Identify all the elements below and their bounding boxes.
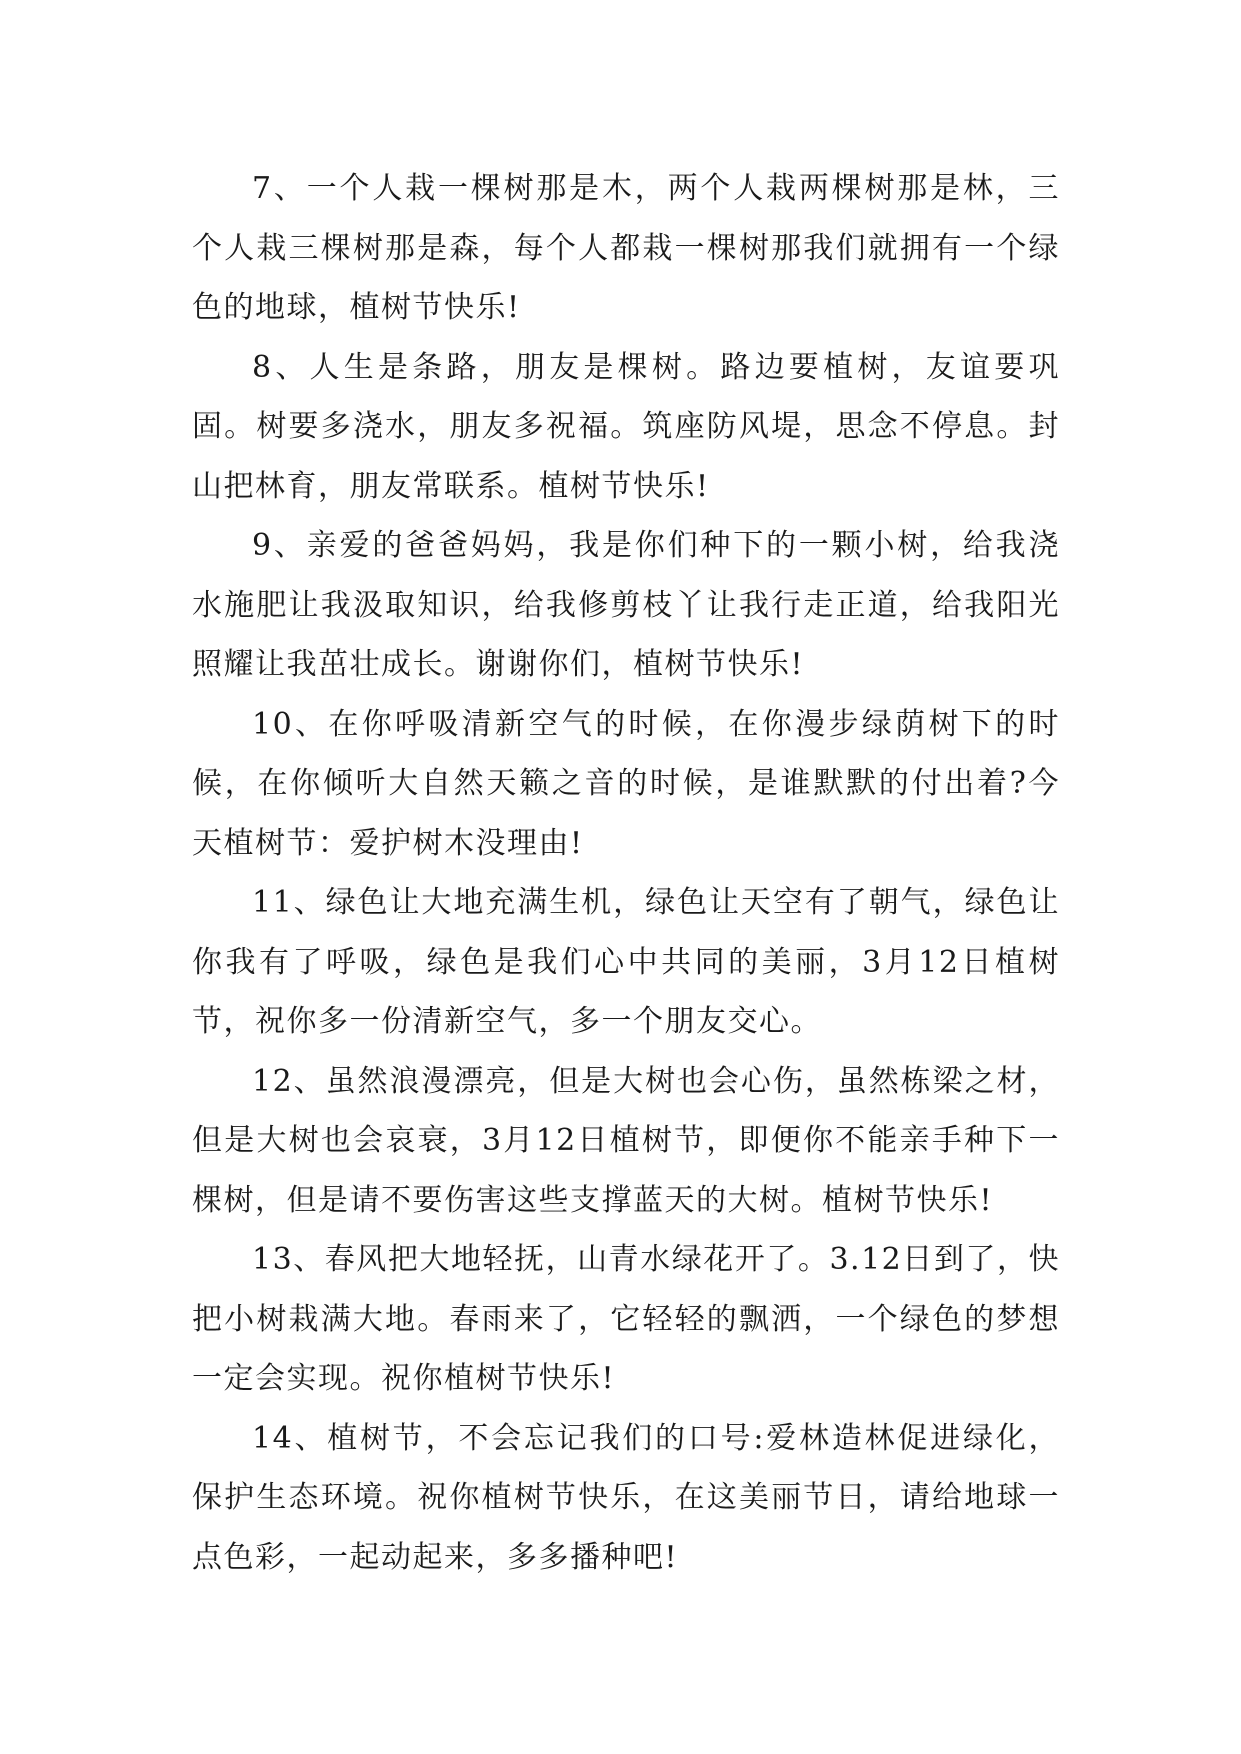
paragraph-10: 10、在你呼吸清新空气的时候，在你漫步绿荫树下的时候，在你倾听大自然天籁之音的时候，是谁默默的付出着?今天植树节：爱护树木没理由!	[192, 706, 1060, 861]
paragraph-9: 9、亲爱的爸爸妈妈，我是你们种下的一颗小树，给我浇水施肥让我汲取知识，给我修剪枝丫让我行走正道，给我阳光照耀让我茁壮成长。谢谢你们，植树节快乐!	[192, 528, 1060, 682]
paragraph-8: 8、人生是条路，朋友是棵树。路边要植树，友谊要巩固。树要多浇水，朋友多祝福。筑座防风堤，思念不停息。封山把林育，朋友常联系。植树节快乐!	[192, 349, 1060, 504]
document-body	[192, 159, 1060, 1587]
paragraph-13: 13、春风把大地轻抚，山青水绿花开了。3.12日到了，快把小树栽满大地。春雨来了，它轻轻的飘洒，一个绿色的梦想一定会实现。祝你植树节快乐!	[192, 1242, 1060, 1396]
paragraph-7: 7、一个人栽一棵树那是木，两个人栽两棵树那是林，三个人栽三棵树那是森，每个人都栽一棵树那我们就拥有一个绿色的地球，植树节快乐!	[192, 171, 1060, 325]
paragraph-11: 11、绿色让大地充满生机，绿色让天空有了朝气，绿色让你我有了呼吸，绿色是我们心中共同的美丽，3月12日植树节，祝你多一份清新空气，多一个朋友交心。	[192, 885, 1060, 1039]
paragraph-12: 12、虽然浪漫漂亮，但是大树也会心伤，虽然栋梁之材，但是大树也会哀衰，3月12日植树节，即便你不能亲手种下一棵树，但是请不要伤害这些支撑蓝天的大树。植树节快乐!	[192, 1063, 1060, 1218]
paragraph-14: 14、植树节，不会忘记我们的口号:爱林造林促进绿化，保护生态环境。祝你植树节快乐，在这美丽节日，请给地球一点色彩，一起动起来，多多播种吧!	[192, 1420, 1060, 1575]
